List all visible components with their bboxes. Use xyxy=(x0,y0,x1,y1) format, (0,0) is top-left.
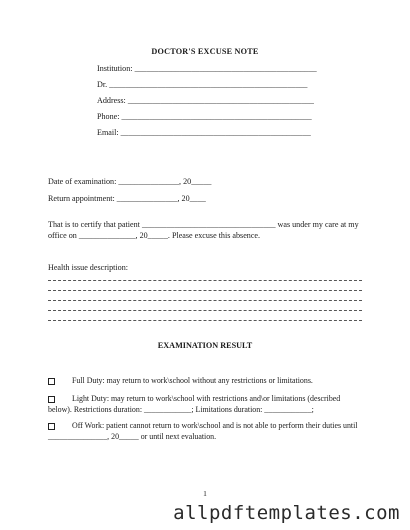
off-work-option xyxy=(48,420,366,442)
phone-label: Phone: xyxy=(97,112,120,121)
phone-field[interactable] xyxy=(97,112,312,121)
institution-blank: _____________________________________________ xyxy=(134,64,317,73)
email-blank: _______________________________________________ xyxy=(120,128,311,137)
date-of-examination[interactable]: Date of examination: _______________, 20_____ xyxy=(48,177,212,186)
email-field[interactable] xyxy=(97,128,311,137)
email-label: Email: xyxy=(97,128,119,137)
light-duty-text: Light Duty: may return to work\school with restrictions and\or limitations (described below). Restrictions duration: ____________; Limitations duration: ____________; xyxy=(48,394,341,414)
doctor-blank: _________________________________________________ xyxy=(109,80,308,89)
address-blank: ______________________________________________ xyxy=(127,96,314,105)
doctor-label: Dr. xyxy=(97,80,108,89)
health-issue-label: Health issue description: xyxy=(48,263,129,272)
health-issue-line[interactable] xyxy=(48,300,362,301)
return-appointment[interactable]: Return appointment: _______________, 20____ xyxy=(48,194,206,203)
phone-blank: _______________________________________________ xyxy=(121,112,312,121)
doctor-field[interactable] xyxy=(97,80,307,89)
health-issue-line[interactable] xyxy=(48,280,362,281)
off-work-text: Off Work: patient cannot return to work\school and is not able to perform their duties until _______________, 20_____ or until next evaluation. xyxy=(48,421,358,441)
page-number: 1 xyxy=(203,489,207,498)
address-label: Address: xyxy=(97,96,126,105)
health-issue-line[interactable] xyxy=(48,310,362,311)
address-field[interactable] xyxy=(97,96,314,105)
health-issue-line[interactable] xyxy=(48,320,362,321)
certify-line-1[interactable]: That is to certify that patient _________________________________ was under my care at my xyxy=(48,220,359,229)
full-duty-checkbox[interactable] xyxy=(48,378,55,385)
full-duty-text: Full Duty: may return to work\school without any restrictions or limitations. xyxy=(72,376,313,385)
full-duty-option xyxy=(72,375,362,386)
institution-label: Institution: xyxy=(97,64,133,73)
examination-result-title: EXAMINATION RESULT xyxy=(157,341,253,350)
light-duty-option xyxy=(48,393,366,415)
institution-field[interactable] xyxy=(97,64,317,73)
certify-line-2[interactable]: office on ______________, 20_____. Please excuse this absence. xyxy=(48,231,261,240)
document-title: DOCTOR'S EXCUSE NOTE xyxy=(151,47,259,56)
watermark-text: allpdftemplates.com xyxy=(173,502,400,524)
health-issue-line[interactable] xyxy=(48,290,362,291)
